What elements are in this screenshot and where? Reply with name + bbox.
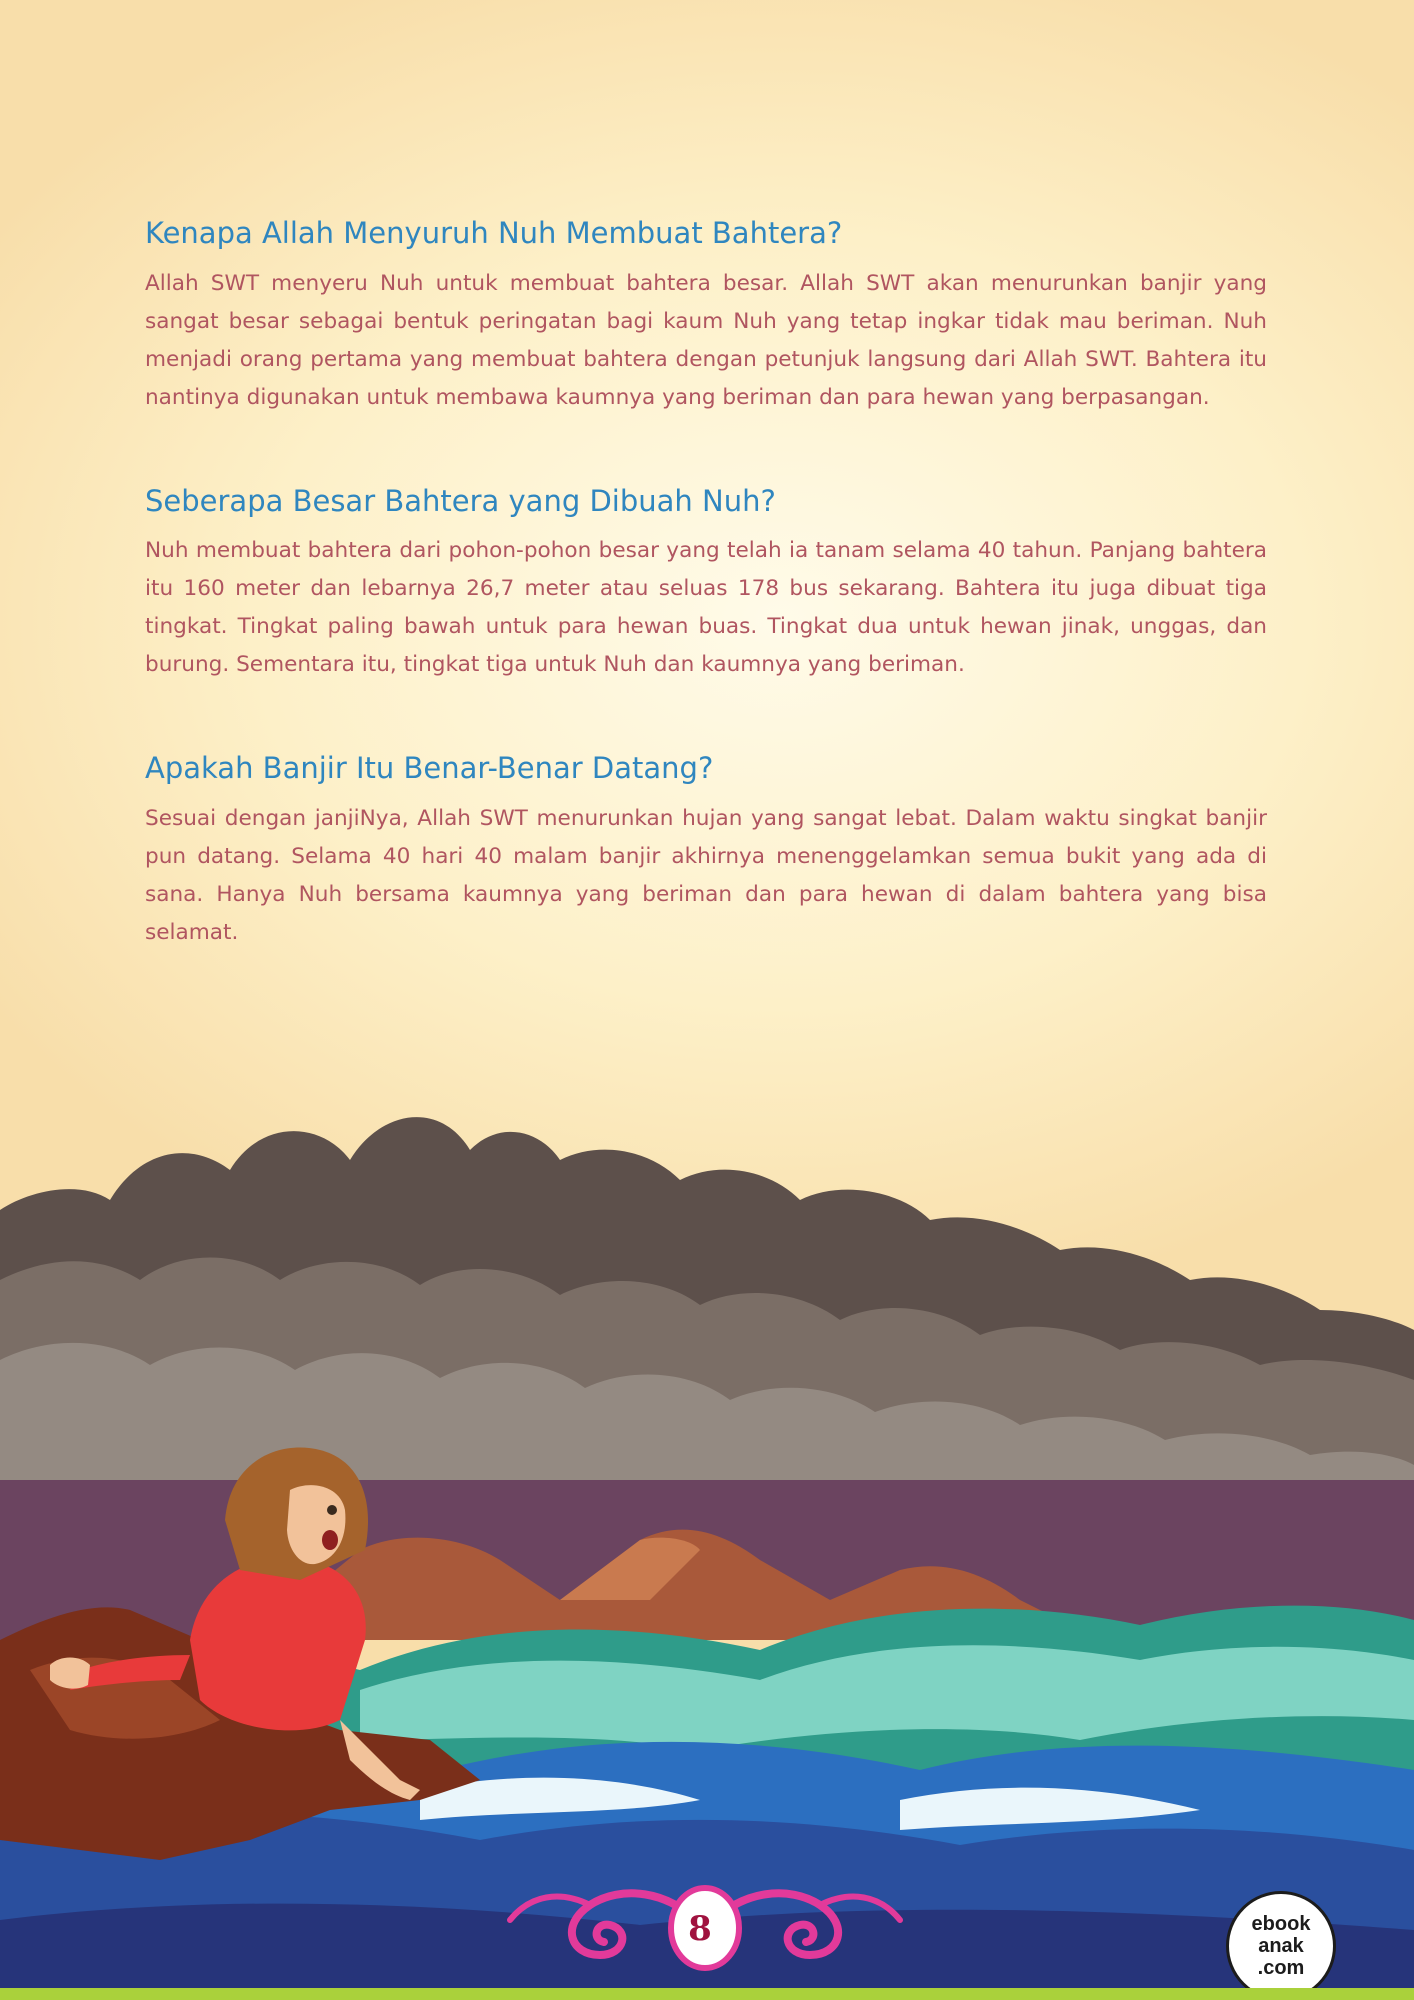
section-ark-size (145, 483, 1267, 685)
section-heading: Seberapa Besar Bahtera yang Dibuah Nuh? (145, 483, 776, 518)
watermark-line: anak (1258, 1935, 1304, 1957)
text-content (145, 215, 1267, 1018)
section-ark-command (145, 215, 1267, 417)
section-paragraph: Sesuai dengan janjiNya, Allah SWT menurunkan hujan yang sangat lebat. Dalam waktu singkat banjir pun datang. Selama 40 hari 40 malam banjir akhirnya menenggelamkan semua bukit yang ada di sana. Hanya Nuh bersama kaumnya yang beriman dan para hewan di dalam bahtera yang bisa selamat. (145, 806, 1267, 946)
section-heading: Apakah Banjir Itu Benar-Benar Datang? (145, 751, 714, 786)
flood-scene-illustration (0, 1080, 1414, 2000)
section-paragraph: Nuh membuat bahtera dari pohon-pohon besar yang telah ia tanam selama 40 tahun. Panjang bahtera itu 160 meter dan lebarnya 26,7 meter atau seluas 178 bus sekarang. Bahtera itu juga dibuat tiga tingkat. Tingkat paling bawah untuk para hewan buas. Tingkat dua untuk hewan jinak, unggas, dan burung. Sementara itu, tingkat tiga untuk Nuh dan kaumnya yang beriman. (145, 538, 1267, 678)
watermark-line: ebook (1251, 1913, 1311, 1935)
page-number: 8 (688, 1909, 712, 1949)
section-flood (145, 750, 1267, 952)
page-number-badge (675, 1898, 725, 1960)
watermark-line: .com (1257, 1957, 1305, 1979)
ebookanak-watermark (1226, 1891, 1336, 2000)
section-heading: Kenapa Allah Menyuruh Nuh Membuat Bahtera? (145, 216, 843, 250)
bottom-bar (0, 1988, 1414, 2000)
section-paragraph: Allah SWT menyeru Nuh untuk membuat bahtera besar. Allah SWT akan menurunkan banjir yang sangat besar sebagai bentuk peringatan bagi kaum Nuh yang tetap ingkar tidak mau beriman. Nuh menjadi orang pertama yang membuat bahtera dengan petunjuk langsung dari Allah SWT. Bahtera itu nantinya digunakan untuk membawa kaumnya yang beriman dan para hewan yang berpasangan. (145, 270, 1267, 410)
